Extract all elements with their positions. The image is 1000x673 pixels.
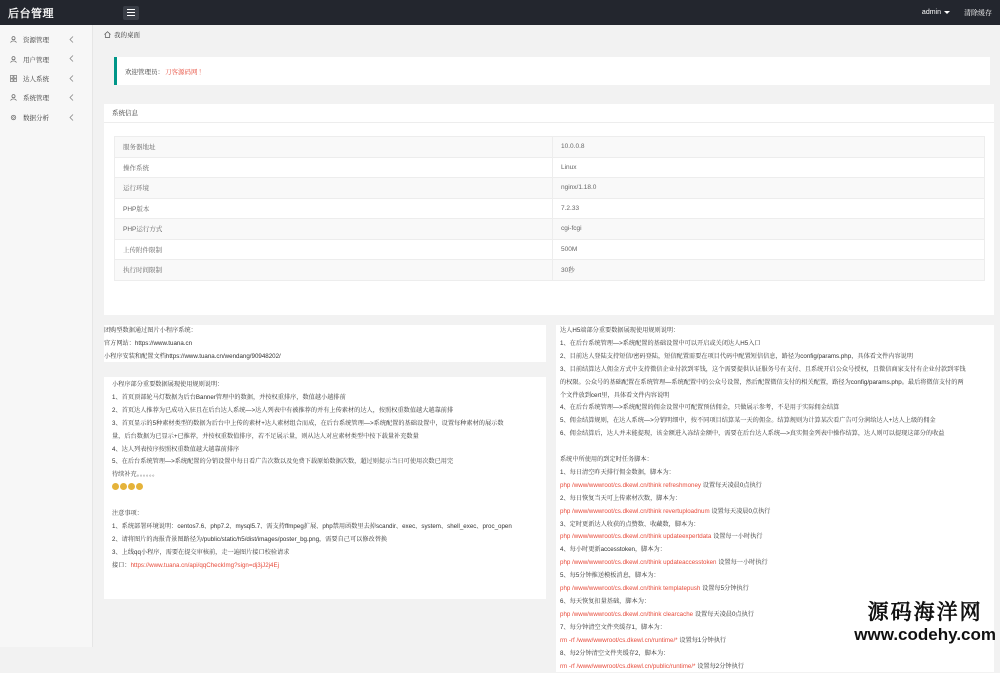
text-line: 个文件放到cert里，具体看文件内容说明: [560, 391, 670, 399]
info-key: 服务器地址: [115, 137, 553, 158]
sidebar-item-users[interactable]: [0, 49, 92, 68]
text-line: 团购型数据通过图片小程序系统：: [104, 327, 197, 334]
task-label: 1、每日清空昨天排行佣金数据，脚本为：: [560, 468, 675, 476]
sidebar-item-analytics[interactable]: [0, 108, 92, 127]
user-icon: [10, 56, 17, 63]
docs-link[interactable]: 小程序安装和配置文档https://www.tuana.cn/wendang/90948202/: [104, 352, 281, 360]
task-schedule: 设置每1分钟执行: [679, 636, 727, 644]
task-schedule: 设置每天凌晨0点执行: [711, 507, 771, 515]
info-value: 500M: [553, 239, 985, 260]
text-line: 的权限。公众号的基础配置在系统管理—系统配置中的公众号设置，然后配置微信支付的相关配置，路径为config/params.php。最后将微信支付的两: [560, 378, 964, 386]
rules-card: [104, 377, 546, 599]
table-row: [115, 198, 985, 219]
text-line: 1、首页顶部轮马灯数据为后台Banner管理中的数据，并按权重排序，数值越小越排前: [112, 393, 346, 401]
task-command: [560, 480, 994, 493]
system-info-card: [104, 104, 994, 315]
task-command: [560, 557, 994, 570]
info-value: Linux: [553, 157, 985, 178]
task-cmd: php /www/wwwroot/cs.dkewl.cn/think revertuploadnum: [560, 507, 710, 515]
task-label: 8、每2分钟清空文件夹缓存2，脚本为：: [560, 649, 670, 657]
sidebar-item-experts[interactable]: [0, 69, 92, 88]
user-icon: [10, 94, 17, 101]
task-command: [560, 661, 994, 673]
system-info-title: 系统信息: [104, 104, 994, 123]
task-label: 7、每分钟清空文件夹缓存1，脚本为：: [560, 623, 666, 631]
gear-icon: [10, 114, 17, 121]
table-row: [115, 137, 985, 158]
clear-cache-link[interactable]: 清除缓存: [964, 9, 992, 17]
info-value: 7.2.33: [553, 198, 985, 219]
text-line: 3、上线qq小程序，需要在提交审核前，走一遍图片接口校验请求: [112, 548, 290, 556]
grid-icon: [10, 75, 17, 82]
sidebar: [0, 25, 93, 647]
task-schedule: 设置每天凌晨0点执行: [702, 481, 762, 489]
task-cmd: rm -rf /www/wwwroot/cs.dkewl.cn/public/runtime/*: [560, 662, 696, 670]
menu-toggle-button[interactable]: [123, 6, 139, 20]
text-line: 2、目前达人登陆支持短信/密码登陆，短信配置需要在项目代码中配置短信信息，路径为config/params.php，具体看文件内容说明: [560, 352, 914, 360]
info-key: 上传附件限制: [115, 239, 553, 260]
task-label: 2、每日恢复当天可上传素材次数，脚本为：: [560, 494, 682, 502]
task-cmd: php /www/wwwroot/cs.dkewl.cn/think templatepush: [560, 585, 701, 593]
emoji-row: [112, 482, 546, 495]
caret-down-icon: [944, 11, 950, 14]
product-info-card: [104, 325, 546, 362]
brand-title: 后台管理: [8, 7, 54, 20]
task-cmd: php /www/wwwroot/cs.dkewl.cn/think updateexpertdata: [560, 533, 712, 541]
chevron-left-icon: [69, 94, 74, 101]
top-header: [0, 0, 1000, 25]
task-schedule: 设置每一小时执行: [718, 559, 768, 567]
emoji-icon: [136, 483, 143, 490]
chevron-left-icon: [69, 55, 74, 62]
task-command: [560, 506, 994, 519]
chevron-left-icon: [69, 75, 74, 82]
text-line: 2、首页达人推荐为已成功入驻且在后台达人系统—>达人列表中有被推荐的并有上传素材的达人，按照权重数值越大越靠前排: [112, 406, 454, 414]
info-key: PHP版本: [115, 198, 553, 219]
text-line: 2、请将图片的海报背景图路径为/public/static/h5/dist/images/poster_bg.png，需要自己可以修改替换: [112, 535, 388, 543]
task-command: [560, 583, 994, 596]
task-schedule: 设置每2分钟执行: [697, 662, 744, 670]
task-label: 6、每天恢复扣量基础，脚本为：: [560, 598, 651, 606]
sidebar-item-label: 用户管理: [23, 56, 49, 64]
watermark-title: 源码海洋网: [867, 601, 983, 624]
emoji-icon: [128, 483, 135, 490]
sidebar-item-label: 资源管理: [23, 37, 49, 45]
text-line: 5、在后台系统管理—>系统配置的分销设置中每日看广告次数以及免费下载原始数据次数，超过则提示当日可使用次数已用完: [112, 458, 454, 466]
info-value: 30秒: [553, 260, 985, 281]
text-line: 5、佣金结算规则，在达人系统—>分销明细中，按不同项目结算某一天的佣金。结算规则为计算某次看广告可分润给达人+达人上级的佣金: [560, 417, 936, 425]
text-line: 4、达人列表按序按照权重数值越大越靠前排序: [112, 445, 240, 453]
api-link[interactable]: https://www.tuana.cn/api/qqCheckImg?sign=dj3jJ2j4Ej: [130, 561, 279, 569]
table-row: [115, 157, 985, 178]
breadcrumb: [104, 25, 994, 44]
sidebar-item-label: 达人系统: [23, 75, 49, 83]
chevron-left-icon: [69, 114, 74, 121]
sidebar-item-system[interactable]: [0, 88, 92, 107]
welcome-banner: [114, 57, 990, 85]
text-line: 3、首页显示的5种素材类型的数据为后台中上传的素材+达人素材组合而成，在后台系统管理—>系统配置的基础设置中，设置每种素材的展示数: [112, 419, 504, 427]
table-row: [115, 260, 985, 281]
task-cmd: php /www/wwwroot/cs.dkewl.cn/think updateaccesstoken: [560, 559, 717, 567]
task-cmd: php /www/wwwroot/cs.dkewl.cn/think refreshmoney: [560, 481, 701, 489]
info-value: 10.0.0.8: [553, 137, 985, 158]
table-row: [115, 178, 985, 199]
text-line: 量，后台数据为已显示+已推荐，并按权重数值排序，若不足展示量，则从达人对应素材类型中按下载量补充数量: [112, 432, 419, 440]
info-key: 执行时间限制: [115, 260, 553, 281]
text-line: 注意事项：: [112, 510, 143, 518]
text-line: 6、佣金结算后，达人并未能提现，该金额进入冻结金额中，需要在后台达人系统—>真实佣金列表中操作结算，达人则可以提现这部分的收益: [560, 430, 945, 438]
sidebar-item-label: 数据分析: [23, 114, 49, 122]
tasks-title: 系统中所使用的到定时任务脚本：: [560, 456, 653, 464]
welcome-prefix: 欢迎管理员：: [125, 68, 164, 76]
table-row: [115, 239, 985, 260]
breadcrumb-label[interactable]: 我的桌面: [114, 32, 140, 39]
text-line: 达人H5端部分重要数据展现使用规则说明：: [560, 327, 680, 334]
user-name: admin: [921, 9, 941, 16]
task-schedule: 设置每5分钟执行: [702, 585, 749, 593]
text-line: 小程序部分重要数据展现使用规则说明：: [112, 381, 224, 388]
hamburger-icon: [127, 9, 135, 16]
task-label: 5、每5分钟推送模板消息，脚本为：: [560, 572, 660, 580]
text-line: 4、在后台系统管理—>系统配置的佣金设置中可配置预估佣金，只做展示参考，不是用于实际佣金结算: [560, 404, 840, 412]
task-cmd: php /www/wwwroot/cs.dkewl.cn/think clearcache: [560, 610, 694, 618]
info-value: nginx/1.18.0: [553, 178, 985, 199]
text-line: 1、在后台系统管理—>系统配置的基础设置中可以开启或关闭达人H5入口: [560, 339, 761, 347]
task-schedule: 设置每天凌晨0点执行: [694, 610, 754, 618]
chevron-left-icon: [69, 36, 74, 43]
text-line: 待续补充。。。。。。: [112, 471, 159, 479]
watermark: [854, 601, 996, 645]
user-menu[interactable]: [922, 9, 950, 16]
emoji-icon: [120, 483, 127, 490]
emoji-icon: [112, 483, 119, 490]
sidebar-item-resources[interactable]: [0, 30, 92, 49]
info-key: PHP运行方式: [115, 219, 553, 240]
home-icon: [104, 31, 111, 38]
api-line: [112, 560, 546, 573]
task-command: [560, 531, 994, 544]
table-row: [115, 219, 985, 240]
official-site-link[interactable]: 官方网站：https://www.tuana.cn: [104, 339, 193, 347]
user-icon: [10, 36, 17, 43]
text-line: 1、系统部署环境说明：centos7.6、php7.2、mysql5.7、需支持ffmpeg扩展、php禁用函数里去掉scandir、exec、system、shell_exec、proc_open: [112, 522, 512, 530]
task-label: 4、每小时更新accesstoken，脚本为：: [560, 546, 666, 554]
task-cmd: rm -rf /www/wwwroot/cs.dkewl.cn/runtime/*: [560, 636, 678, 644]
info-key: 操作系统: [115, 157, 553, 178]
sidebar-item-label: 系统管理: [23, 95, 49, 103]
welcome-suffix: ！: [198, 68, 205, 76]
watermark-url: www.codehy.com: [854, 625, 996, 644]
api-label: 接口：: [112, 561, 131, 569]
task-label: 3、定时更新达人收获的点赞数、收藏数，脚本为：: [560, 520, 700, 528]
welcome-admin-name: 刀客源码网: [165, 68, 198, 76]
text-line: 3、目前结算达人佣金方式中支持微信企业付款到零钱，这个需要提供认证服务号有支付、且系统开启公众号授权，且微信商家支付有企业付款到零钱: [560, 365, 966, 373]
info-key: 运行环境: [115, 178, 553, 199]
task-schedule: 设置每一小时执行: [713, 533, 763, 541]
system-info-table: [114, 136, 985, 281]
info-value: cgi-fcgi: [553, 219, 985, 240]
